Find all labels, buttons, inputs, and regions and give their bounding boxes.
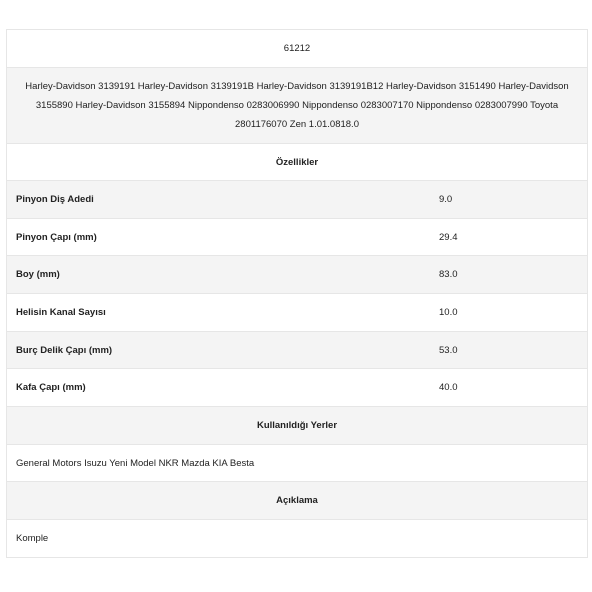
feature-row	[7, 219, 587, 256]
usage-heading: Kullanıldığı Yerler	[256, 420, 338, 431]
usage-text: General Motors Isuzu Yeni Model NKR Mazda KIA Besta	[16, 457, 255, 469]
description-heading-row	[7, 482, 587, 520]
feature-value: 9.0	[439, 194, 453, 205]
product-spec-table	[6, 29, 588, 558]
references-row	[7, 68, 587, 144]
usage-heading-row	[7, 407, 587, 445]
feature-label: Pinyon Diş Adedi	[16, 194, 94, 205]
feature-value: 83.0	[439, 269, 458, 280]
feature-value: 29.4	[439, 231, 458, 243]
product-code-row	[7, 30, 587, 68]
feature-row	[7, 181, 587, 219]
cross-references: Harley-Davidson 3139191 Harley-Davidson 3139191B Harley-Davidson 3139191B12 Harley-Davidson 3151490 Harley-Davidson 3155890 Harley-Davidson 3155894 Nippondenso 0283006990 Nippondenso 0283007170 Nippondenso 0283007990 Toyota 2801176070 Zen 1.01.0818.0	[25, 81, 569, 130]
description-text: Komple	[16, 533, 49, 544]
feature-label: Boy (mm)	[16, 269, 60, 280]
features-heading-row	[7, 144, 587, 181]
feature-value: 40.0	[439, 382, 458, 393]
usage-row	[7, 445, 587, 482]
description-heading: Açıklama	[276, 495, 318, 506]
feature-row	[7, 294, 587, 332]
features-heading: Özellikler	[275, 156, 319, 168]
feature-label: Burç Delik Çapı (mm)	[16, 344, 113, 356]
product-code: 61212	[283, 43, 311, 54]
description-row	[7, 520, 587, 558]
feature-row	[7, 332, 587, 369]
feature-row	[7, 369, 587, 407]
feature-row	[7, 256, 587, 294]
feature-value: 10.0	[439, 307, 458, 318]
feature-label: Kafa Çapı (mm)	[16, 382, 86, 393]
feature-value: 53.0	[439, 344, 458, 356]
feature-label: Helisin Kanal Sayısı	[16, 307, 106, 318]
feature-label: Pinyon Çapı (mm)	[16, 231, 97, 243]
